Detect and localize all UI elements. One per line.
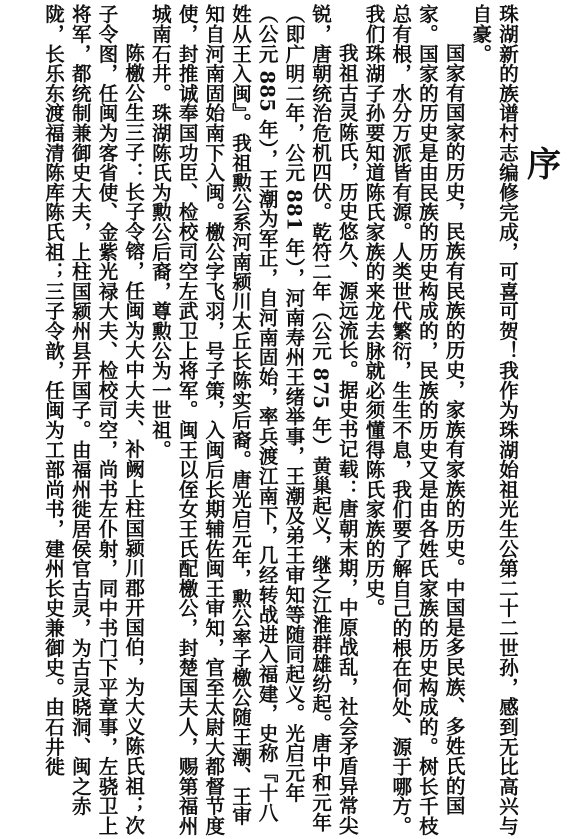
paragraph-2: 国家有国家的历史，民族有民族的历史，家族有家族的历史。中国是多民族、多姓氏的国家。国家的历史是由民族的历史构成的，民族的历史又是由各姓氏家族的历史构成的。树长千枝总有根，水分万派皆有源。人类世代繁衍，生生不息，我们要了解自己的根在何处、源于哪方。我们珠湖子孙要知道陈氏家族的来龙去脉就必须懂得陈氏家族的历史。 [362,4,466,836]
paragraph-1: 珠湖新的族谱村志编修完成，可喜可贺！我作为珠湖始祖光生公第二十二世孙，感到无比高兴与自豪。 [469,4,519,836]
paragraph-3: 我祖古灵陈氏，历史悠久、源远流长。据史书记载：唐朝末期，中原战乱，社会矛盾异常尖锐，唐朝统治危机四伏。乾符二年（公元 875 年）黄巢起义，继之江淮群雄纷起。唐中和元年（即广明二年，公元 881 年），河南寿州王绪举事，王潮及弟王审知等随同起义。光启元年（公元 885 年），王潮为军正，自河南固始，率兵渡江南下，几经转战进入福建，史称『十八姓从王入闽』。我祖勲公系河南颍川太丘长陈实后裔。唐光启元年，勲公率子檄公随王潮、王审知自河南固始南下入闽。檄公字飞羽，号子策，入闽后长期辅佐闽王审知，官至太尉大都督节度使，封推诚奉国功臣、检校司空左武卫上将军。闽王以侄女王氏配檄公，封楚国夫人，赐第福州城南石井。珠湖陈氏为勲公后裔，尊勲公为一世祖。 [148,4,359,836]
paragraph-4: 陈檄公生三子：长子令镕，任闽为大中大夫、补阙上柱国颍川郡开国伯，为大义陈氏祖；次子令图，任闽为客省使、金紫光禄大夫、检校司空，尚书左仆射，同中书门下平章事，左骁卫上将军，都统制兼御史大夫，上柱国颍州县开国子。由福州徙居侯官古灵，为古灵晓洞、闽之赤陇，长乐东渡福清陈库陈氏祖；三子令歆，任闽为工部尚书，建州长史兼御史。由石井徙 [42,4,146,836]
preface-body [4,4,520,837]
preface-heading: 序 [527,145,561,185]
